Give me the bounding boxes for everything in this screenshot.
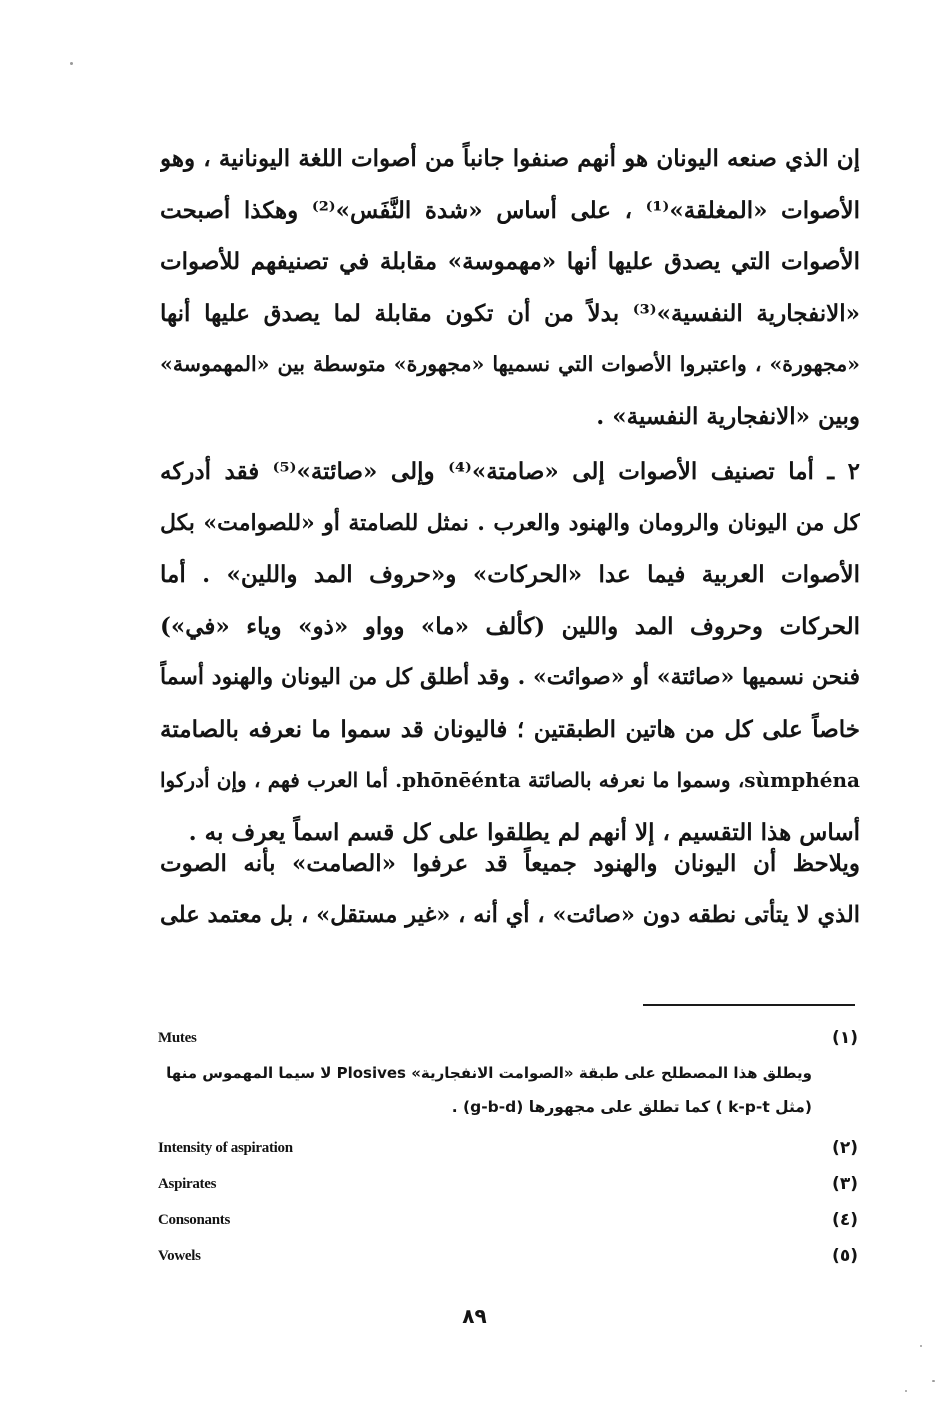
text-line: الأصوات «المغلقة»⁽¹⁾ ، على أساس «شدة النَّفَس»⁽²⁾ وهكذا أصبحت: [160, 196, 860, 224]
footnote-1: [158, 1028, 858, 1054]
text-line: الأصوات التي يصدق عليها أنها «مهموسة» مقابلة في تصنيفهم للأصوات: [160, 248, 860, 275]
text-line: ويلاحظ أن اليونان والهنود جميعاً قد عرفوا «الصامت» بأنه الصوت: [160, 850, 860, 877]
text-line: فنحن نسميها «صائتة» أو «صوائت» . وقد أطلق كل من اليونان والهنود أسماً: [160, 664, 860, 690]
paragraph-1: [160, 133, 860, 442]
text-line: خاصاً على كل من هاتين الطبقتين ؛ فاليونان قد سموا ما نعرفه بالصامتة: [160, 715, 860, 743]
text-line: الأصوات العربية فيما عدا «الحركات» و«حروف المد واللين» . أما: [160, 561, 860, 588]
footnote-term: Aspirates: [158, 1176, 217, 1192]
footnote-term: Consonants: [158, 1212, 231, 1228]
text-line: أساس هذا التقسيم ، إلا أنهم لم يطلقوا على كل قسم اسماً يعرف به .: [188, 818, 860, 846]
paragraph-3: [160, 838, 860, 941]
footnote-4: [158, 1210, 858, 1236]
scan-speck: [932, 1380, 935, 1382]
text-line: إن الذي صنعه اليونان هو أنهم صنفوا جانباً من أصوات اللغة اليونانية ، وهو: [160, 145, 860, 172]
footnote-5: [158, 1246, 858, 1272]
footnote-3: [158, 1174, 858, 1200]
text-line: «مجهورة» ، واعتبروا الأصوات التي نسميها «مجهورة» متوسطة بين «المهموسة»: [160, 352, 860, 376]
text-line: الذي لا يتأتى نطقه دون «صائت» ، أي أنه ، «غير مستقل» ، بل معتمد على: [160, 901, 860, 928]
paragraph-2: [160, 446, 860, 858]
footnote-2: [158, 1138, 858, 1164]
footnote-number: (٥): [832, 1246, 858, 1266]
footnote-separator: [643, 1004, 855, 1006]
page-number: ٨٩: [462, 1304, 487, 1328]
scan-speck: [920, 1345, 922, 1347]
text-line: sùmphéna، وسموا ما نعرفه بالصائتة phōnēénta. أما العرب فهم ، وإن أدركوا: [160, 768, 860, 792]
text-line: الحركات وحروف المد واللين (كألف «ما» وواو «ذو» وياء «في»): [160, 612, 860, 640]
footnote-number: (٢): [832, 1138, 858, 1158]
footnote-term: Mutes: [158, 1030, 197, 1046]
scan-speck: [70, 62, 73, 65]
footnote-term: Vowels: [158, 1248, 201, 1264]
text-line: «الانفجارية النفسية»⁽³⁾ بدلاً من أن تكون مقابلة لما يصدق عليها أنها: [160, 299, 860, 327]
footnote-number: (٤): [832, 1210, 858, 1230]
footnote-term: Intensity of aspiration: [158, 1140, 293, 1156]
scan-speck: [905, 1390, 907, 1392]
text-line: وبين «الانفجارية النفسية» .: [596, 402, 860, 430]
footnote-number: (٣): [832, 1174, 858, 1194]
text-line: ٢ ـ أما تصنيف الأصوات إلى «صامتة»⁽⁴⁾ وإلى «صائتة»⁽⁵⁾ فقد أدركه: [160, 458, 860, 485]
footnote-1-note-line: ويطلق هذا المصطلح على طبقة «الصوامت الانفجارية» Plosives لا سيما المهموس منها: [166, 1064, 812, 1082]
text-line: كل من اليونان والرومان والهنود والعرب . نمثل للصامتة أو «للصوامت» بكل: [160, 509, 860, 536]
footnote-number: (١): [832, 1028, 858, 1048]
footnote-1-note-line: (مثل k-p-t ) كما تطلق على مجهورها (g-b-d) .: [451, 1098, 812, 1116]
